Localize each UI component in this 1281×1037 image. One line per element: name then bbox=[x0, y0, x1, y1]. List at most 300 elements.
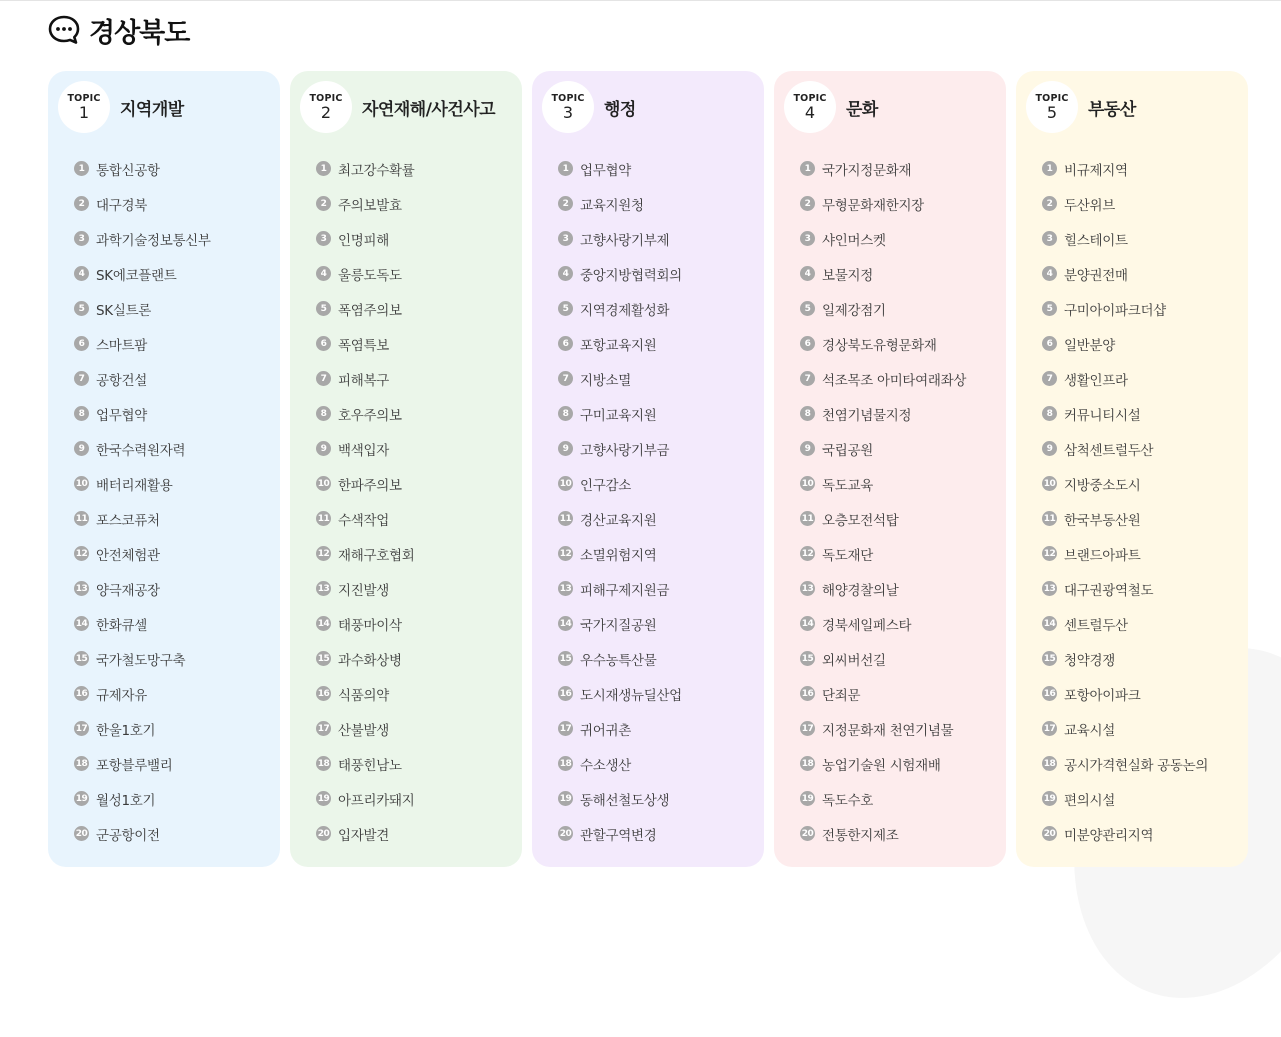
keyword-item[interactable] bbox=[316, 641, 414, 676]
keyword-label: 오층모전석탑 bbox=[822, 512, 899, 529]
rank-badge: 1 bbox=[558, 161, 573, 176]
keyword-item[interactable] bbox=[558, 431, 682, 466]
keyword-label: 포스코퓨처 bbox=[96, 512, 160, 529]
keyword-label: 생활인프라 bbox=[1064, 372, 1128, 389]
keyword-item[interactable] bbox=[74, 781, 211, 816]
keyword-item[interactable] bbox=[316, 396, 414, 431]
keyword-item[interactable] bbox=[800, 641, 966, 676]
keyword-label: 한국수력원자력 bbox=[96, 442, 186, 459]
rank-badge: 2 bbox=[1042, 196, 1057, 211]
keyword-item[interactable] bbox=[1042, 466, 1208, 501]
keyword-item[interactable] bbox=[316, 746, 414, 781]
topic-badge-label: TOPIC bbox=[551, 92, 585, 104]
keyword-label: 도시재생뉴딜산업 bbox=[580, 687, 682, 704]
topic-badge-number: 4 bbox=[804, 102, 816, 122]
keyword-label: 천염기념물지정 bbox=[822, 407, 912, 424]
rank-badge: 11 bbox=[74, 511, 89, 526]
page-header bbox=[47, 12, 189, 48]
rank-badge: 8 bbox=[558, 406, 573, 421]
keyword-label: 비규제지역 bbox=[1064, 162, 1128, 179]
keyword-label: 지방소멸 bbox=[580, 372, 631, 389]
keyword-item[interactable] bbox=[558, 466, 682, 501]
rank-badge: 10 bbox=[316, 476, 331, 491]
keyword-label: 지역경제활성화 bbox=[580, 302, 670, 319]
rank-badge: 20 bbox=[1042, 826, 1057, 841]
keyword-item[interactable] bbox=[316, 151, 414, 186]
keyword-item[interactable] bbox=[316, 501, 414, 536]
keyword-item[interactable] bbox=[74, 256, 211, 291]
keyword-label: 주의보발효 bbox=[338, 197, 402, 214]
topic-card-4 bbox=[774, 71, 1006, 867]
keyword-list bbox=[74, 151, 211, 851]
keyword-item[interactable] bbox=[316, 676, 414, 711]
keyword-label: 과학기술정보통신부 bbox=[96, 232, 211, 249]
keyword-item[interactable] bbox=[74, 186, 211, 221]
keyword-label: 독도수호 bbox=[822, 792, 873, 809]
keyword-item[interactable] bbox=[74, 501, 211, 536]
keyword-label: SK실트론 bbox=[96, 302, 152, 319]
rank-badge: 5 bbox=[74, 301, 89, 316]
keyword-item[interactable] bbox=[558, 186, 682, 221]
keyword-label: 재해구호협회 bbox=[338, 547, 415, 564]
rank-badge: 19 bbox=[74, 791, 89, 806]
keyword-label: 규제자유 bbox=[96, 687, 147, 704]
keyword-item[interactable] bbox=[558, 536, 682, 571]
keyword-item[interactable] bbox=[1042, 151, 1208, 186]
keyword-item[interactable] bbox=[558, 396, 682, 431]
keyword-label: 전통한지제조 bbox=[822, 827, 899, 844]
topic-card-1 bbox=[48, 71, 280, 867]
keyword-label: 우수농특산물 bbox=[580, 652, 657, 669]
keyword-item[interactable] bbox=[74, 676, 211, 711]
rank-badge: 6 bbox=[800, 336, 815, 351]
keyword-label: 힐스테이트 bbox=[1064, 232, 1128, 249]
keyword-item[interactable] bbox=[74, 326, 211, 361]
rank-badge: 5 bbox=[558, 301, 573, 316]
keyword-item[interactable] bbox=[74, 536, 211, 571]
keyword-item[interactable] bbox=[558, 151, 682, 186]
topic-badge-number: 1 bbox=[78, 102, 90, 122]
keyword-label: 삼척센트럴두산 bbox=[1064, 442, 1154, 459]
keyword-item[interactable] bbox=[316, 186, 414, 221]
keyword-item[interactable] bbox=[558, 221, 682, 256]
keyword-list bbox=[1042, 151, 1208, 851]
keyword-label: 중앙지방협력회의 bbox=[580, 267, 682, 284]
topic-badge-label: TOPIC bbox=[67, 92, 101, 104]
topic-badge bbox=[784, 81, 836, 133]
rank-badge: 5 bbox=[800, 301, 815, 316]
keyword-label: 경상북도유형문화재 bbox=[822, 337, 937, 354]
keyword-label: 업무협약 bbox=[96, 407, 147, 424]
keyword-label: 울릉도독도 bbox=[338, 267, 402, 284]
keyword-item[interactable] bbox=[316, 291, 414, 326]
keyword-label: 구미교육지원 bbox=[580, 407, 657, 424]
topic-title: 자연재해/사건사고 bbox=[362, 99, 496, 120]
keyword-label: 미분양관리지역 bbox=[1064, 827, 1154, 844]
topic-badge bbox=[300, 81, 352, 133]
rank-badge: 15 bbox=[74, 651, 89, 666]
keyword-item[interactable] bbox=[800, 606, 966, 641]
keyword-item[interactable] bbox=[316, 326, 414, 361]
rank-badge: 3 bbox=[558, 231, 573, 246]
top-divider bbox=[0, 0, 1281, 1]
keyword-label: 단죄문 bbox=[822, 687, 861, 704]
keyword-item[interactable] bbox=[1042, 326, 1208, 361]
keyword-list bbox=[558, 151, 682, 851]
keyword-item[interactable] bbox=[558, 326, 682, 361]
keyword-label: 한울1호기 bbox=[96, 722, 156, 739]
rank-badge: 17 bbox=[558, 721, 573, 736]
keyword-item[interactable] bbox=[558, 256, 682, 291]
keyword-label: 한화큐셀 bbox=[96, 617, 147, 634]
keyword-item[interactable] bbox=[74, 816, 211, 851]
rank-badge: 16 bbox=[316, 686, 331, 701]
keyword-item[interactable] bbox=[1042, 571, 1208, 606]
keyword-label: 공항건설 bbox=[96, 372, 147, 389]
keyword-label: 일제강점기 bbox=[822, 302, 886, 319]
rank-badge: 11 bbox=[316, 511, 331, 526]
rank-badge: 1 bbox=[316, 161, 331, 176]
rank-badge: 2 bbox=[74, 196, 89, 211]
rank-badge: 14 bbox=[800, 616, 815, 631]
keyword-label: 수색작업 bbox=[338, 512, 389, 529]
rank-badge: 4 bbox=[800, 266, 815, 281]
keyword-label: 공시가격현실화 공동논의 bbox=[1064, 757, 1209, 774]
keyword-item[interactable] bbox=[800, 221, 966, 256]
rank-badge: 15 bbox=[1042, 651, 1057, 666]
keyword-item[interactable] bbox=[74, 606, 211, 641]
keyword-item[interactable] bbox=[800, 361, 966, 396]
rank-badge: 5 bbox=[1042, 301, 1057, 316]
rank-badge: 20 bbox=[800, 826, 815, 841]
keyword-item[interactable] bbox=[800, 431, 966, 466]
topic-title: 지역개발 bbox=[120, 99, 184, 120]
keyword-label: 호우주의보 bbox=[338, 407, 402, 424]
keyword-label: 농업기술원 시험재배 bbox=[822, 757, 941, 774]
keyword-item[interactable] bbox=[558, 711, 682, 746]
keyword-label: 폭염주의보 bbox=[338, 302, 402, 319]
keyword-item[interactable] bbox=[74, 291, 211, 326]
keyword-item[interactable] bbox=[1042, 361, 1208, 396]
rank-badge: 10 bbox=[1042, 476, 1057, 491]
keyword-item[interactable] bbox=[1042, 606, 1208, 641]
rank-badge: 13 bbox=[558, 581, 573, 596]
keyword-item[interactable] bbox=[558, 361, 682, 396]
rank-badge: 18 bbox=[74, 756, 89, 771]
keyword-label: 스마트팜 bbox=[96, 337, 147, 354]
keyword-item[interactable] bbox=[800, 536, 966, 571]
rank-badge: 7 bbox=[316, 371, 331, 386]
keyword-item[interactable] bbox=[1042, 501, 1208, 536]
keyword-label: 월성1호기 bbox=[96, 792, 156, 809]
keyword-label: 센트럴두산 bbox=[1064, 617, 1128, 634]
keyword-item[interactable] bbox=[316, 431, 414, 466]
keyword-label: 고향사랑기부금 bbox=[580, 442, 670, 459]
keyword-item[interactable] bbox=[316, 711, 414, 746]
keyword-label: 구미아이파크더샵 bbox=[1064, 302, 1166, 319]
rank-badge: 7 bbox=[800, 371, 815, 386]
keyword-item[interactable] bbox=[1042, 186, 1208, 221]
keyword-label: 지진발생 bbox=[338, 582, 389, 599]
topic-header bbox=[58, 81, 184, 133]
rank-badge: 7 bbox=[558, 371, 573, 386]
keyword-label: 대구경북 bbox=[96, 197, 147, 214]
rank-badge: 9 bbox=[558, 441, 573, 456]
rank-badge: 12 bbox=[1042, 546, 1057, 561]
keyword-list bbox=[316, 151, 414, 851]
keyword-item[interactable] bbox=[74, 711, 211, 746]
keyword-label: 분양권전매 bbox=[1064, 267, 1128, 284]
keyword-item[interactable] bbox=[316, 571, 414, 606]
rank-badge: 2 bbox=[316, 196, 331, 211]
keyword-label: 석조목조 아미타여래좌상 bbox=[822, 372, 967, 389]
keyword-label: 편의시설 bbox=[1064, 792, 1115, 809]
keyword-item[interactable] bbox=[316, 536, 414, 571]
rank-badge: 12 bbox=[74, 546, 89, 561]
topic-badge-number: 5 bbox=[1046, 102, 1058, 122]
rank-badge: 4 bbox=[74, 266, 89, 281]
keyword-item[interactable] bbox=[800, 186, 966, 221]
keyword-label: 인구감소 bbox=[580, 477, 631, 494]
keyword-item[interactable] bbox=[558, 641, 682, 676]
rank-badge: 16 bbox=[800, 686, 815, 701]
keyword-label: 지방중소도시 bbox=[1064, 477, 1141, 494]
keyword-item[interactable] bbox=[316, 606, 414, 641]
topic-badge bbox=[542, 81, 594, 133]
keyword-item[interactable] bbox=[800, 466, 966, 501]
rank-badge: 18 bbox=[800, 756, 815, 771]
keyword-item[interactable] bbox=[316, 781, 414, 816]
speech-bubble-icon bbox=[47, 14, 81, 46]
rank-badge: 14 bbox=[1042, 616, 1057, 631]
keyword-item[interactable] bbox=[1042, 396, 1208, 431]
keyword-item[interactable] bbox=[1042, 746, 1208, 781]
keyword-item[interactable] bbox=[800, 746, 966, 781]
rank-badge: 14 bbox=[558, 616, 573, 631]
keyword-label: 아프리카돼지 bbox=[338, 792, 415, 809]
keyword-item[interactable] bbox=[1042, 781, 1208, 816]
keyword-item[interactable] bbox=[74, 431, 211, 466]
topic-header bbox=[784, 81, 878, 133]
topic-card-5 bbox=[1016, 71, 1248, 867]
keyword-label: 인명피해 bbox=[338, 232, 389, 249]
rank-badge: 10 bbox=[558, 476, 573, 491]
rank-badge: 2 bbox=[558, 196, 573, 211]
keyword-item[interactable] bbox=[800, 501, 966, 536]
keyword-label: 피해복구 bbox=[338, 372, 389, 389]
topic-badge-number: 3 bbox=[562, 102, 574, 122]
keyword-item[interactable] bbox=[74, 361, 211, 396]
keyword-item[interactable] bbox=[1042, 291, 1208, 326]
rank-badge: 17 bbox=[800, 721, 815, 736]
keyword-label: 한국부동산원 bbox=[1064, 512, 1141, 529]
rank-badge: 12 bbox=[558, 546, 573, 561]
keyword-label: 포항블루밸리 bbox=[96, 757, 173, 774]
rank-badge: 19 bbox=[1042, 791, 1057, 806]
topic-badge-label: TOPIC bbox=[793, 92, 827, 104]
rank-badge: 1 bbox=[1042, 161, 1057, 176]
keyword-label: 배터리재활용 bbox=[96, 477, 173, 494]
keyword-item[interactable] bbox=[800, 676, 966, 711]
rank-badge: 19 bbox=[558, 791, 573, 806]
rank-badge: 18 bbox=[1042, 756, 1057, 771]
keyword-label: 국가지정문화재 bbox=[822, 162, 912, 179]
keyword-label: 경산교육지원 bbox=[580, 512, 657, 529]
keyword-item[interactable] bbox=[558, 816, 682, 851]
rank-badge: 10 bbox=[800, 476, 815, 491]
keyword-item[interactable] bbox=[1042, 536, 1208, 571]
keyword-item[interactable] bbox=[1042, 256, 1208, 291]
rank-badge: 5 bbox=[316, 301, 331, 316]
keyword-item[interactable] bbox=[74, 466, 211, 501]
rank-badge: 12 bbox=[800, 546, 815, 561]
keyword-item[interactable] bbox=[316, 361, 414, 396]
keyword-label: 안전체험관 bbox=[96, 547, 160, 564]
rank-badge: 11 bbox=[1042, 511, 1057, 526]
keyword-label: 태풍힌남노 bbox=[338, 757, 402, 774]
rank-badge: 9 bbox=[1042, 441, 1057, 456]
rank-badge: 11 bbox=[800, 511, 815, 526]
keyword-item[interactable] bbox=[558, 606, 682, 641]
rank-badge: 17 bbox=[74, 721, 89, 736]
keyword-label: 독도재단 bbox=[822, 547, 873, 564]
keyword-item[interactable] bbox=[74, 151, 211, 186]
rank-badge: 7 bbox=[74, 371, 89, 386]
keyword-item[interactable] bbox=[74, 396, 211, 431]
rank-badge: 6 bbox=[1042, 336, 1057, 351]
keyword-label: 국가철도망구축 bbox=[96, 652, 186, 669]
keyword-item[interactable] bbox=[74, 221, 211, 256]
keyword-item[interactable] bbox=[1042, 431, 1208, 466]
keyword-label: 한파주의보 bbox=[338, 477, 402, 494]
keyword-label: 대구권광역철도 bbox=[1064, 582, 1154, 599]
topic-title: 부동산 bbox=[1088, 99, 1136, 120]
keyword-item[interactable] bbox=[558, 781, 682, 816]
keyword-label: 입자발견 bbox=[338, 827, 389, 844]
rank-badge: 19 bbox=[316, 791, 331, 806]
rank-badge: 18 bbox=[316, 756, 331, 771]
keyword-label: 포항아이파크 bbox=[1064, 687, 1141, 704]
keyword-label: 교육시설 bbox=[1064, 722, 1115, 739]
keyword-item[interactable] bbox=[800, 781, 966, 816]
keyword-label: 최고강수확률 bbox=[338, 162, 415, 179]
rank-badge: 16 bbox=[558, 686, 573, 701]
rank-badge: 4 bbox=[316, 266, 331, 281]
rank-badge: 15 bbox=[316, 651, 331, 666]
keyword-item[interactable] bbox=[1042, 676, 1208, 711]
topic-title: 행정 bbox=[604, 99, 636, 120]
keyword-item[interactable] bbox=[316, 816, 414, 851]
keyword-item[interactable] bbox=[74, 746, 211, 781]
keyword-item[interactable] bbox=[800, 291, 966, 326]
keyword-item[interactable] bbox=[316, 466, 414, 501]
topic-card-3 bbox=[532, 71, 764, 867]
rank-badge: 6 bbox=[316, 336, 331, 351]
keyword-label: 폭염특보 bbox=[338, 337, 389, 354]
rank-badge: 12 bbox=[316, 546, 331, 561]
keyword-label: 수소생산 bbox=[580, 757, 631, 774]
keyword-item[interactable] bbox=[558, 676, 682, 711]
keyword-item[interactable] bbox=[800, 151, 966, 186]
rank-badge: 4 bbox=[1042, 266, 1057, 281]
topic-badge-number: 2 bbox=[320, 102, 332, 122]
keyword-label: 국립공원 bbox=[822, 442, 873, 459]
rank-badge: 13 bbox=[1042, 581, 1057, 596]
keyword-label: 군공항이전 bbox=[96, 827, 160, 844]
rank-badge: 17 bbox=[1042, 721, 1057, 736]
rank-badge: 1 bbox=[800, 161, 815, 176]
rank-badge: 8 bbox=[316, 406, 331, 421]
keyword-label: 관할구역변경 bbox=[580, 827, 657, 844]
topic-badge bbox=[1026, 81, 1078, 133]
keyword-item[interactable] bbox=[1042, 711, 1208, 746]
rank-badge: 14 bbox=[316, 616, 331, 631]
keyword-label: 산불발생 bbox=[338, 722, 389, 739]
keyword-label: 피해구제지원금 bbox=[580, 582, 670, 599]
keyword-label: 경북세일페스타 bbox=[822, 617, 912, 634]
page-title: 경상북도 bbox=[89, 17, 190, 49]
rank-badge: 16 bbox=[74, 686, 89, 701]
keyword-label: 일반분양 bbox=[1064, 337, 1115, 354]
keyword-label: 국가지질공원 bbox=[580, 617, 657, 634]
keyword-item[interactable] bbox=[558, 501, 682, 536]
rank-badge: 6 bbox=[74, 336, 89, 351]
keyword-label: 소멸위험지역 bbox=[580, 547, 657, 564]
keyword-item[interactable] bbox=[558, 291, 682, 326]
keyword-item[interactable] bbox=[800, 571, 966, 606]
rank-badge: 13 bbox=[74, 581, 89, 596]
rank-badge: 8 bbox=[800, 406, 815, 421]
keyword-item[interactable] bbox=[74, 641, 211, 676]
rank-badge: 13 bbox=[800, 581, 815, 596]
keyword-list bbox=[800, 151, 966, 851]
rank-badge: 18 bbox=[558, 756, 573, 771]
rank-badge: 20 bbox=[316, 826, 331, 841]
rank-badge: 1 bbox=[74, 161, 89, 176]
rank-badge: 15 bbox=[558, 651, 573, 666]
keyword-label: 업무협약 bbox=[580, 162, 631, 179]
keyword-item[interactable] bbox=[800, 711, 966, 746]
keyword-item[interactable] bbox=[74, 571, 211, 606]
keyword-item[interactable] bbox=[316, 256, 414, 291]
rank-badge: 4 bbox=[558, 266, 573, 281]
keyword-item[interactable] bbox=[1042, 221, 1208, 256]
keyword-item[interactable] bbox=[558, 746, 682, 781]
keyword-label: 백색입자 bbox=[338, 442, 389, 459]
keyword-label: 식품의약 bbox=[338, 687, 389, 704]
rank-badge: 3 bbox=[74, 231, 89, 246]
topic-title: 문화 bbox=[846, 99, 878, 120]
keyword-item[interactable] bbox=[1042, 816, 1208, 851]
keyword-label: 두산위브 bbox=[1064, 197, 1115, 214]
keyword-item[interactable] bbox=[558, 571, 682, 606]
rank-badge: 11 bbox=[558, 511, 573, 526]
keyword-item[interactable] bbox=[800, 256, 966, 291]
keyword-label: 과수화상병 bbox=[338, 652, 402, 669]
keyword-item[interactable] bbox=[800, 816, 966, 851]
topic-badge-label: TOPIC bbox=[1035, 92, 1069, 104]
keyword-item[interactable] bbox=[800, 326, 966, 361]
keyword-label: 양극재공장 bbox=[96, 582, 160, 599]
keyword-label: 해양경찰의날 bbox=[822, 582, 899, 599]
keyword-label: 고향사랑기부제 bbox=[580, 232, 670, 249]
keyword-item[interactable] bbox=[1042, 641, 1208, 676]
keyword-label: 귀어귀촌 bbox=[580, 722, 631, 739]
rank-badge: 10 bbox=[74, 476, 89, 491]
keyword-item[interactable] bbox=[800, 396, 966, 431]
keyword-item[interactable] bbox=[316, 221, 414, 256]
keyword-label: 외씨버선길 bbox=[822, 652, 886, 669]
